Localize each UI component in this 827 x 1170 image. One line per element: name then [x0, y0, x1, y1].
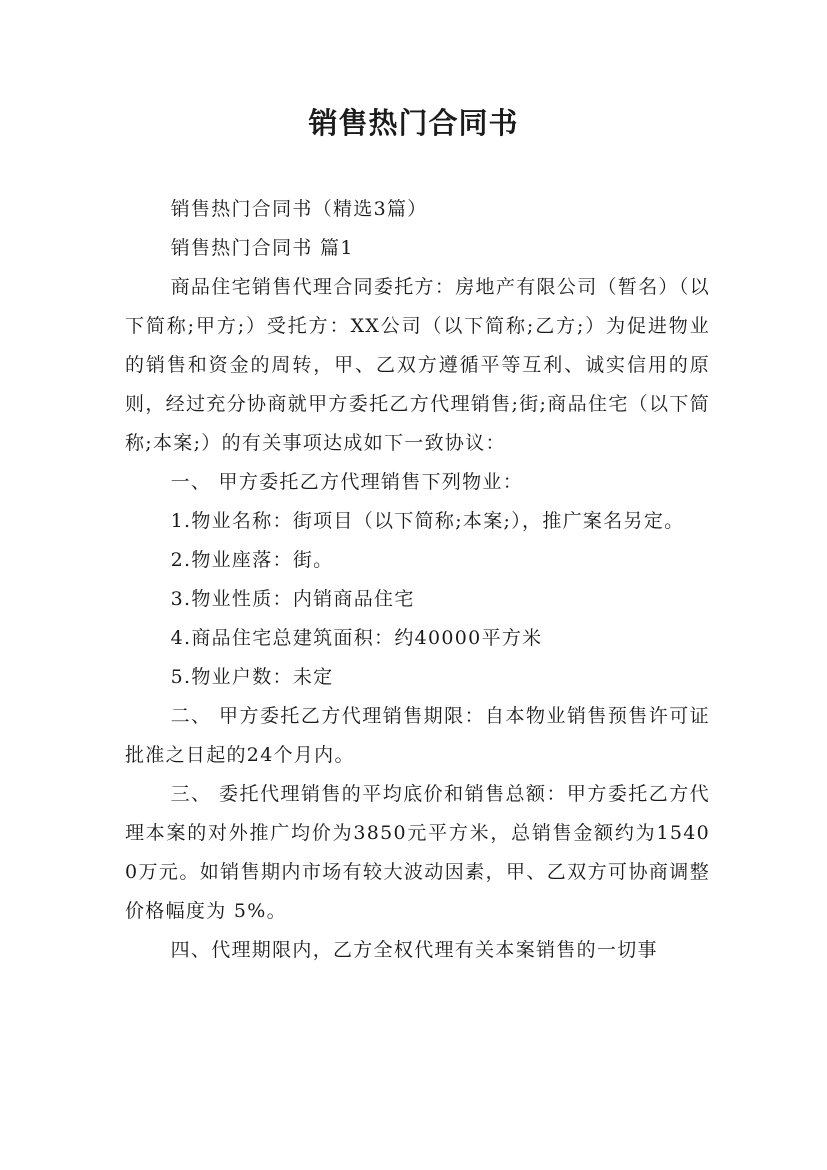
paragraph-parties: 商品住宅销售代理合同委托方：房地产有限公司（暂名）（以下简称;甲方;）受托方：XX公司（以下简称;乙方;）为促进物业的销售和资金的周转，甲、乙双方遵循平等互利、诚实信用的原则，经过充分协商就甲方委托乙方代理销售;街;商品住宅（以下简称;本案;）的有关事项达成如下一致协议：	[125, 276, 710, 454]
paragraph-item-4: 4.商品住宅总建筑面积：约40000平方米	[170, 627, 543, 649]
paragraph-subtitle: 销售热门合同书（精选3篇）	[170, 198, 428, 220]
document-title: 销售热门合同书	[308, 106, 519, 140]
paragraph-item-1: 1.物业名称：街项目（以下简称;本案;），推广案名另定。	[170, 510, 685, 532]
paragraph-clause-1: 一、 甲方委托乙方代理销售下列物业：	[170, 471, 524, 493]
paragraph-clause-2: 二、 甲方委托乙方代理销售期限：自本物业销售预售许可证批准之日起的24个月内。	[125, 705, 710, 766]
paragraph-clause-3: 三、 委托代理销售的平均底价和销售总额：甲方委托乙方代理本案的对外推广均价为3850元平方米，总销售金额约为15400万元。如销售期内市场有较大波动因素，甲、乙双方可协商调整价格幅度为 5%。	[125, 783, 710, 922]
paragraph-section-heading: 销售热门合同书 篇1	[170, 237, 354, 259]
paragraph-clause-4: 四、代理期限内，乙方全权代理有关本案销售的一切事	[170, 939, 658, 961]
paragraph-item-2: 2.物业座落：街。	[170, 549, 334, 571]
paragraph-item-3: 3.物业性质：内销商品住宅	[170, 588, 415, 610]
paragraph-item-5: 5.物业户数：未定	[170, 666, 334, 688]
document-body	[125, 190, 710, 970]
